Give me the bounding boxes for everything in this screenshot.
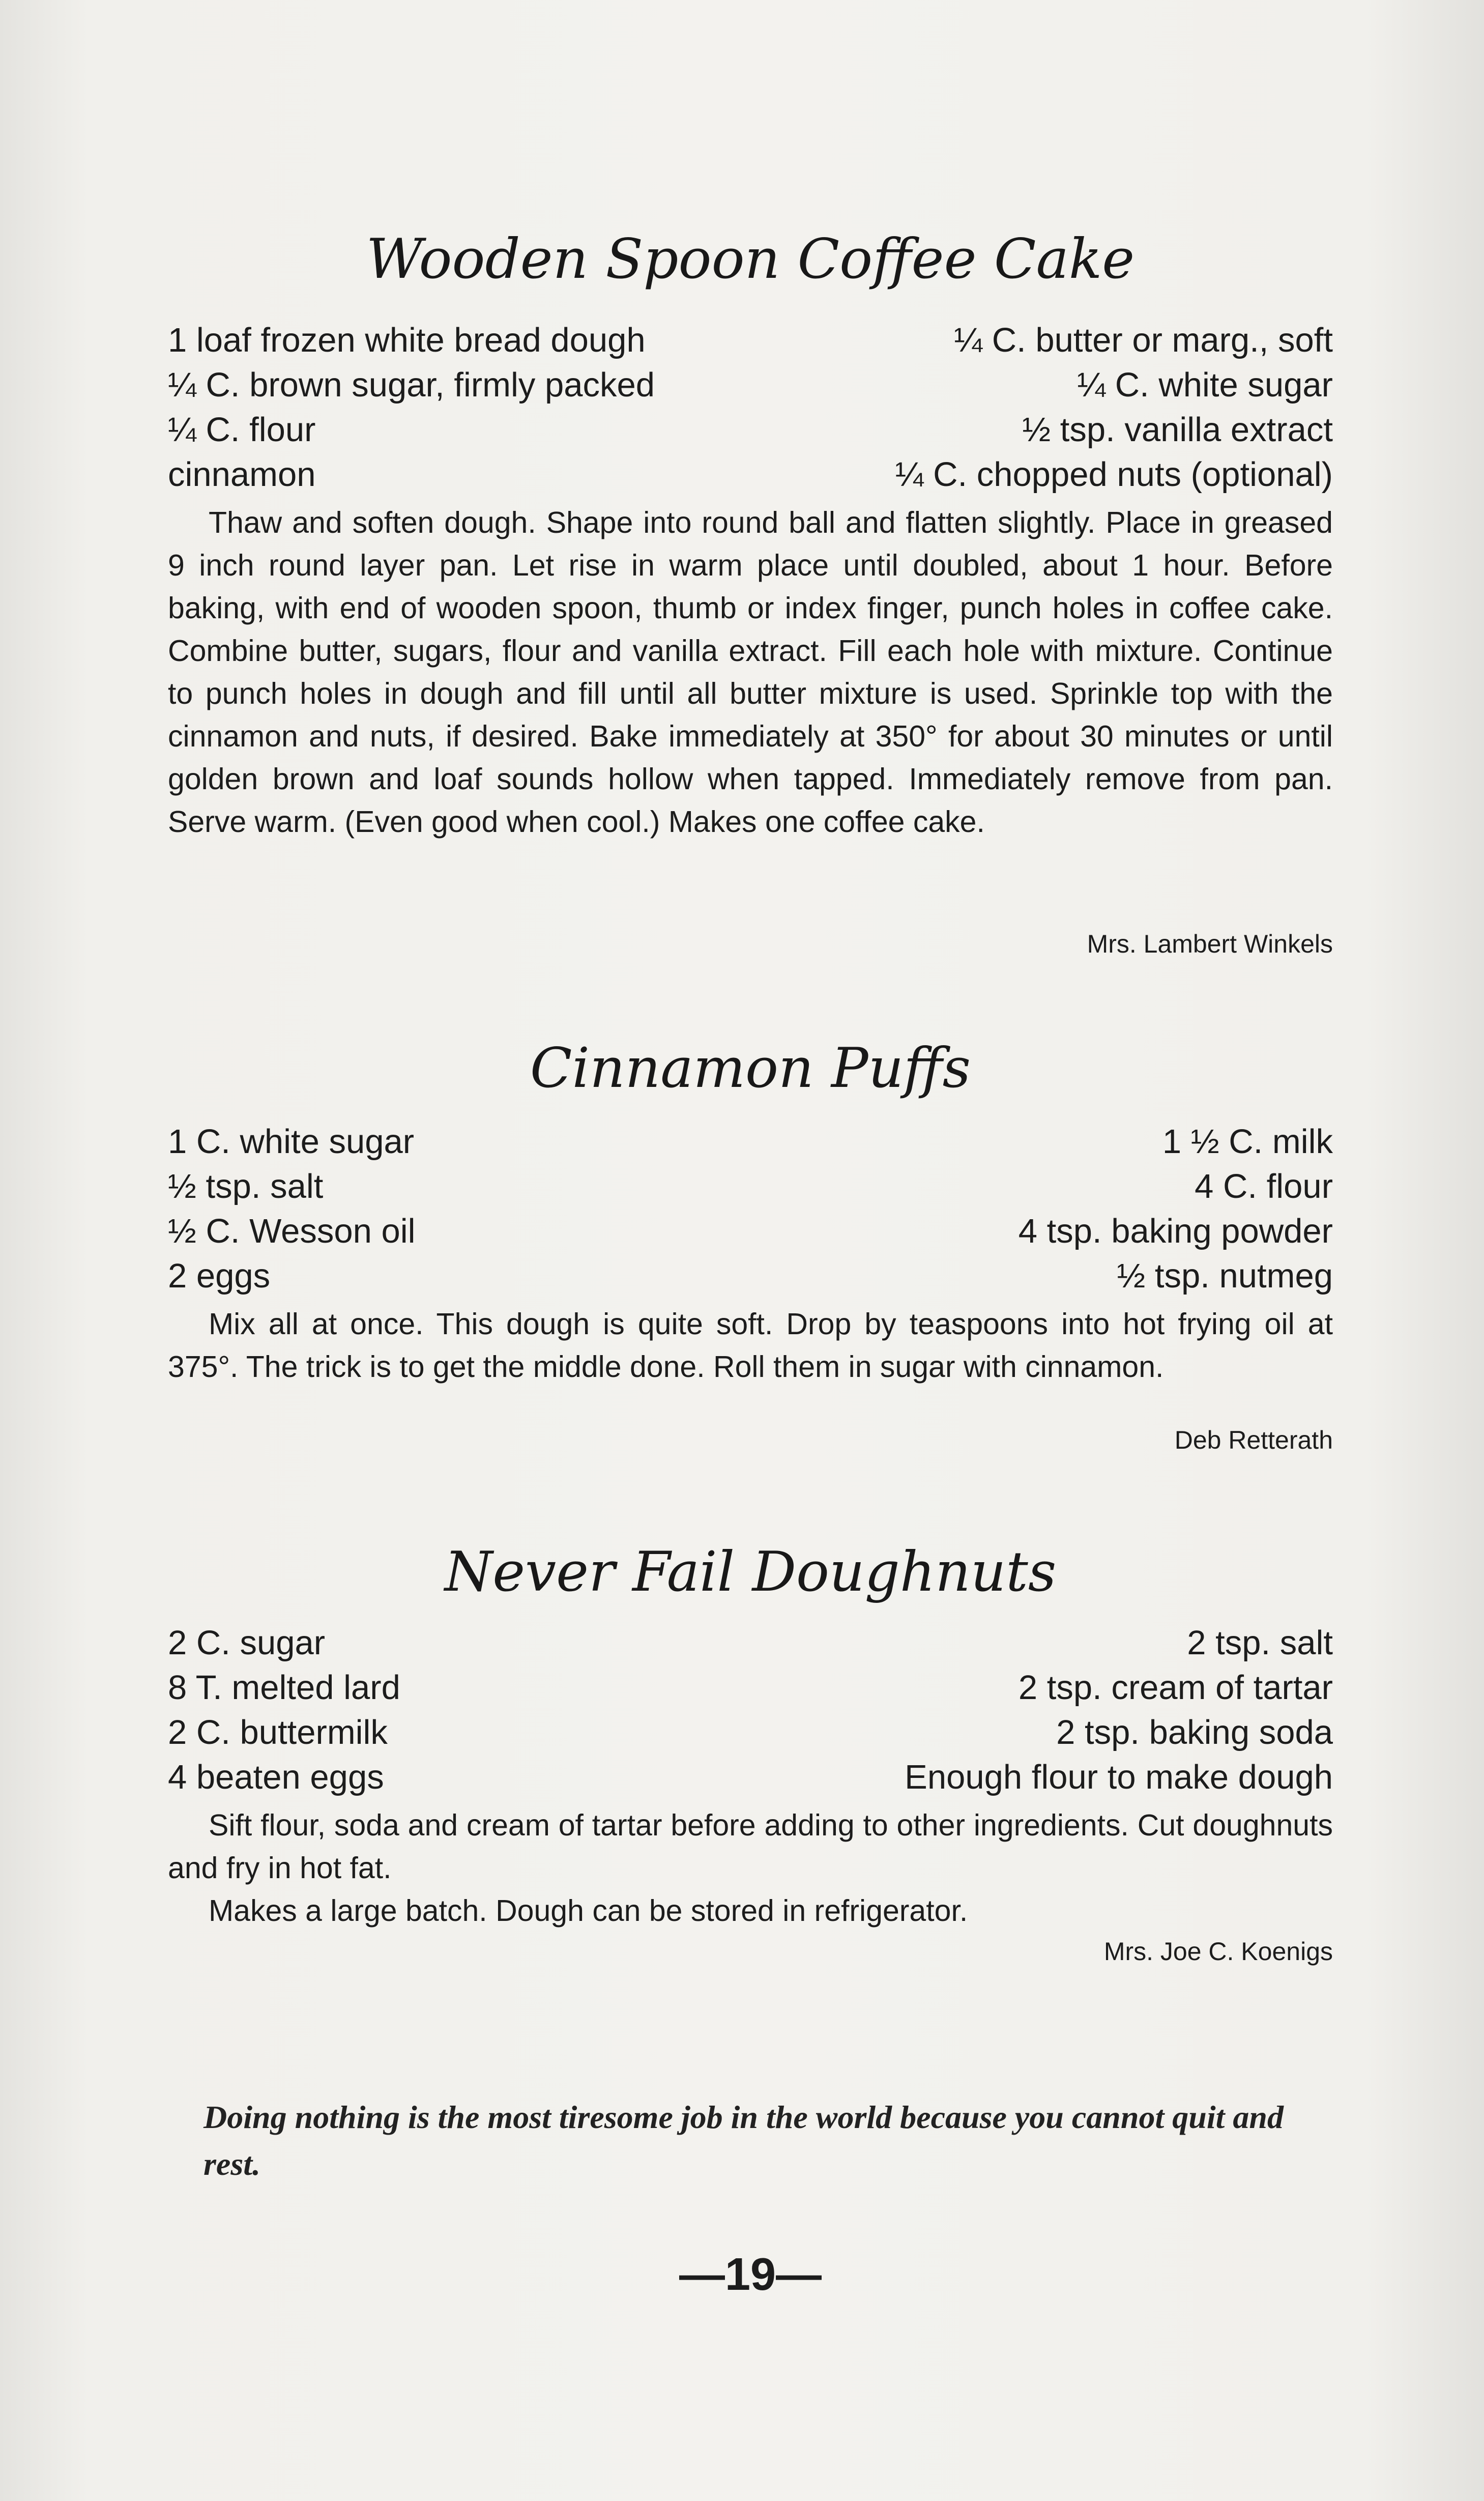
ingredient: 2 tsp. salt <box>1187 1624 1333 1662</box>
ingredient: 4 beaten eggs <box>168 1758 384 1796</box>
recipe-note: Makes a large batch. Dough can be stored in refrigerator. <box>209 1894 968 1928</box>
ingredient-row <box>168 318 1333 363</box>
ingredient-row <box>168 363 1333 408</box>
ingredient: 4 tsp. baking powder <box>1018 1212 1333 1250</box>
recipe-directions: Sift flour, soda and cream of tartar before adding to other ingredients. Cut doughnuts and fry in hot fat. <box>168 1808 1333 1885</box>
ingredient: 2 tsp. cream of tartar <box>1018 1669 1333 1707</box>
recipe-directions: Mix all at once. This dough is quite soft. Drop by teaspoons into hot frying oil at 375°. The trick is to get the middle done. Roll them in sugar with cinnamon. <box>168 1307 1333 1384</box>
ingredient: 2 eggs <box>168 1257 271 1295</box>
ingredient-row <box>168 408 1333 452</box>
ingredient: 2 C. sugar <box>168 1624 326 1662</box>
ingredient: 2 tsp. baking soda <box>1056 1713 1333 1751</box>
recipe-credit: Deb Retterath <box>1174 1426 1333 1454</box>
ingredient-row <box>168 1119 1333 1164</box>
ingredient-row <box>168 1665 1333 1710</box>
ingredient: ½ tsp. vanilla extract <box>1022 411 1333 449</box>
ingredient: ¼ C. white sugar <box>1077 366 1333 404</box>
ingredient: 2 C. buttermilk <box>168 1713 388 1751</box>
ingredient: ¼ C. chopped nuts (optional) <box>895 455 1333 494</box>
ingredient-row <box>168 1755 1333 1800</box>
ingredient: ½ C. Wesson oil <box>168 1212 416 1250</box>
recipe-directions: Thaw and soften dough. Shape into round ball and flatten slightly. Place in greased 9 inch round layer pan. Let rise in warm place until doubled, about 1 hour. Before baking, with end of wooden spoon, thumb or index finger, punch holes in coffee cake. Combine butter, sugars, flour and vanilla extract. Fill each hole with mixture. Continue to punch holes in dough and fill until all butter mixture is used. Sprinkle top with the cinnamon and nuts, if desired. Bake immediately at 350° for about 30 minutes or until golden brown and loaf sounds hollow when tapped. Immediately remove from pan. Serve warm. (Even good when cool.) Makes one coffee cake. <box>168 506 1333 839</box>
ingredient: 8 T. melted lard <box>168 1669 400 1707</box>
ingredient: 4 C. flour <box>1195 1167 1333 1205</box>
ingredient: cinnamon <box>168 455 316 494</box>
ingredient: 1 C. white sugar <box>168 1123 415 1161</box>
ingredient: ¼ C. brown sugar, firmly packed <box>168 366 655 404</box>
ingredient-row <box>168 1621 1333 1665</box>
ingredient: 1 loaf frozen white bread dough <box>168 321 646 359</box>
recipe-title: Cinnamon Puffs <box>530 1037 971 1100</box>
recipe-credit: Mrs. Lambert Winkels <box>1087 930 1333 958</box>
filler-quote: Doing nothing is the most tiresome job in the world because you cannot quit and rest. <box>203 2099 1284 2182</box>
ingredient-row <box>168 1710 1333 1755</box>
ingredient: Enough flour to make dough <box>905 1758 1333 1796</box>
ingredient-row <box>168 1209 1333 1254</box>
ingredient: ½ tsp. nutmeg <box>1117 1257 1333 1295</box>
recipe-title: Never Fail Doughnuts <box>444 1540 1057 1604</box>
ingredient: ¼ C. butter or marg., soft <box>954 321 1333 359</box>
ingredient: ¼ C. flour <box>168 411 316 449</box>
ingredient: ½ tsp. salt <box>168 1167 324 1205</box>
ingredient-row <box>168 452 1333 497</box>
recipe-credit: Mrs. Joe C. Koenigs <box>1103 1937 1333 1966</box>
ingredient-row <box>168 1164 1333 1209</box>
ingredient-row <box>168 1254 1333 1299</box>
page-number: —19— <box>679 2249 822 2300</box>
recipe-title: Wooden Spoon Coffee Cake <box>366 227 1135 291</box>
ingredient: 1 ½ C. milk <box>1162 1123 1333 1161</box>
